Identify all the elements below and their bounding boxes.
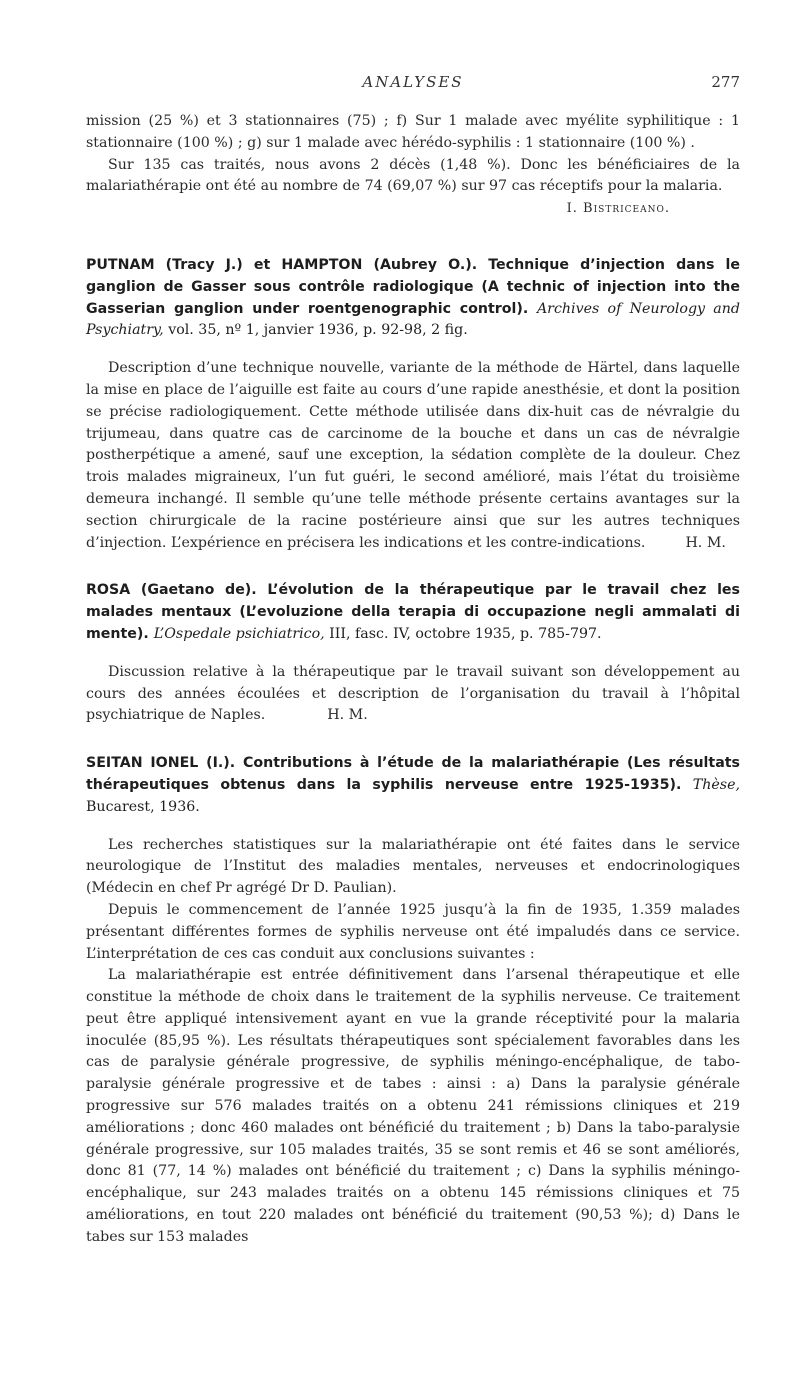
citation: III, fasc. IV, octobre 1935, p. 785-797. (329, 625, 602, 642)
page-header (86, 73, 740, 97)
entry-paragraph: Les recherches statistiques sur la malariathérapie ont été faites dans le service neurologique de l’Institut des maladies mentales, nerveuses et endocrinologiques (Médecin en chef Pr agrégé Dr D. Paulian). (86, 836, 740, 897)
entry-paragraph: Depuis le commencement de l’année 1925 jusqu’à la fin de 1935, 1.359 malades présentant différentes formes de syphilis nerveuse ont été impaludés dans ce service. L’interprétation de ces cas conduit aux conclusions suivantes : (86, 901, 740, 962)
journal-name: Thèse, (692, 776, 740, 793)
entry-heading (86, 255, 740, 342)
entry-body-text: Description d’une technique nouvelle, variante de la méthode de Härtel, dans laquelle la mise en place de l’aiguille est faite au cours d’une rapide anesthésie, et dont la position se précise radiologiquement. Cette méthode utilisée dans dix-huit cas de névralgie du trijumeau, dans quatre cas de carcinome de la bouche et dans un cas de névralgie postherpétique a amené, sauf une exception, la sédation complète de la douleur. Chez trois malades migraineux, l’un fut guéri, le second amélioré, mais l’état du troisième demeura inchangé. Il semble qu’une telle méthode présente certains avantages sur la section chirurgicale de la racine postérieure ainsi que sur les autres techniques d’injection. L’expérience en précisera les indications et les contre-indications. (86, 360, 740, 551)
abstract-entry (86, 255, 740, 554)
entry-title: SEITAN IONEL (I.). Contributions à l’étude de la malariathérapie (Les résultats thérapeutiques obtenus dans la syphilis nerveuse entre 1925-1935). (86, 755, 740, 793)
citation: Bucarest, 1936. (86, 798, 200, 815)
entry-paragraph: La malariathérapie est entrée définitivement dans l’arsenal thérapeutique et elle constitue la méthode de choix dans le traitement de la syphilis nerveuse. Ce traitement peut être appliqué intensivement ayant en vue la grande réceptivité pour la malaria inoculée (85,95 %). Les résultats thérapeutiques sont spécialement favorables dans les cas de paralysie générale progressive, de syphilis méningo-encéphalique, de tabo-paralysie générale progressive et de tabes : ainsi : a) Dans la paralysie générale progressive sur 576 malades traités on a obtenu 241 rémissions cliniques et 219 améliorations ; donc 460 malades ont bénéficié du traitement ; b) Dans la tabo-paralysie générale progressive, sur 105 malades traités, 35 se sont remis et 46 se sont améliorés, donc 81 (77, 14 %) malades ont bénéficié du traitement ; c) Dans la syphilis méningo-encéphalique, sur 243 malades traités on a obtenu 145 rémissions cliniques et 75 améliorations, en tout 220 malades ont bénéficié du traitement (90,53 %); d) Dans le tabes sur 153 malades (86, 967, 740, 1245)
author-signature: H. M. (327, 707, 368, 724)
page-number: 277 (711, 73, 740, 91)
entry-title: PUTNAM (Tracy J.) et HAMPTON (Aubrey O.). Technique d’injection dans le ganglion de Gasser sous contrôle radiologique (A technic of injection into the Gasserian ganglion under roentgenographic control). (86, 256, 740, 317)
author-signature: H. M. (685, 534, 726, 551)
journal-name: L’Ospedale psichiatrico, (153, 625, 325, 642)
entry-heading (86, 753, 740, 818)
entry-body-text: Discussion relative à la thérapeutique par le travail suivant son développement au cours des années écoulées et description de l’organisation du travail à l’hôpital psychiatrique de Naples. (86, 663, 740, 724)
page-body (86, 111, 740, 1249)
entry-body (86, 662, 740, 727)
entry-title: ROSA (Gaetano de). L’évolution de la thérapeutique par le travail chez les malades mentaux (L’evoluzione della terapia di occupazione negli ammalati di mente). (86, 582, 740, 642)
journal-name: Archives of Neurology and Psychiatry, (86, 300, 740, 339)
entry-heading (86, 580, 740, 645)
abstract-entry (86, 580, 740, 727)
author-signature: I. Bistriceano. (566, 201, 670, 217)
abstract-entry (86, 753, 740, 1249)
continuation-paragraph-2: Sur 135 cas traités, nous avons 2 décès (1,48 %). Donc les bénéficiaires de la malariathérapie ont été au nombre de 74 (69,07 %) sur 97 cas réceptifs pour la malaria. (86, 156, 740, 195)
continuation-paragraph: mission (25 %) et 3 stationnaires (75) ; f) Sur 1 malade avec myélite syphilitique : 1 stationnaire (100 %) ; g) sur 1 malade avec hérédo-syphilis : 1 stationnaire (100 %) . (86, 113, 740, 151)
citation: vol. 35, nº 1, janvier 1936, p. 92-98, 2 fig. (168, 322, 468, 339)
entry-body (86, 358, 740, 554)
running-title: ANALYSES (362, 73, 464, 91)
